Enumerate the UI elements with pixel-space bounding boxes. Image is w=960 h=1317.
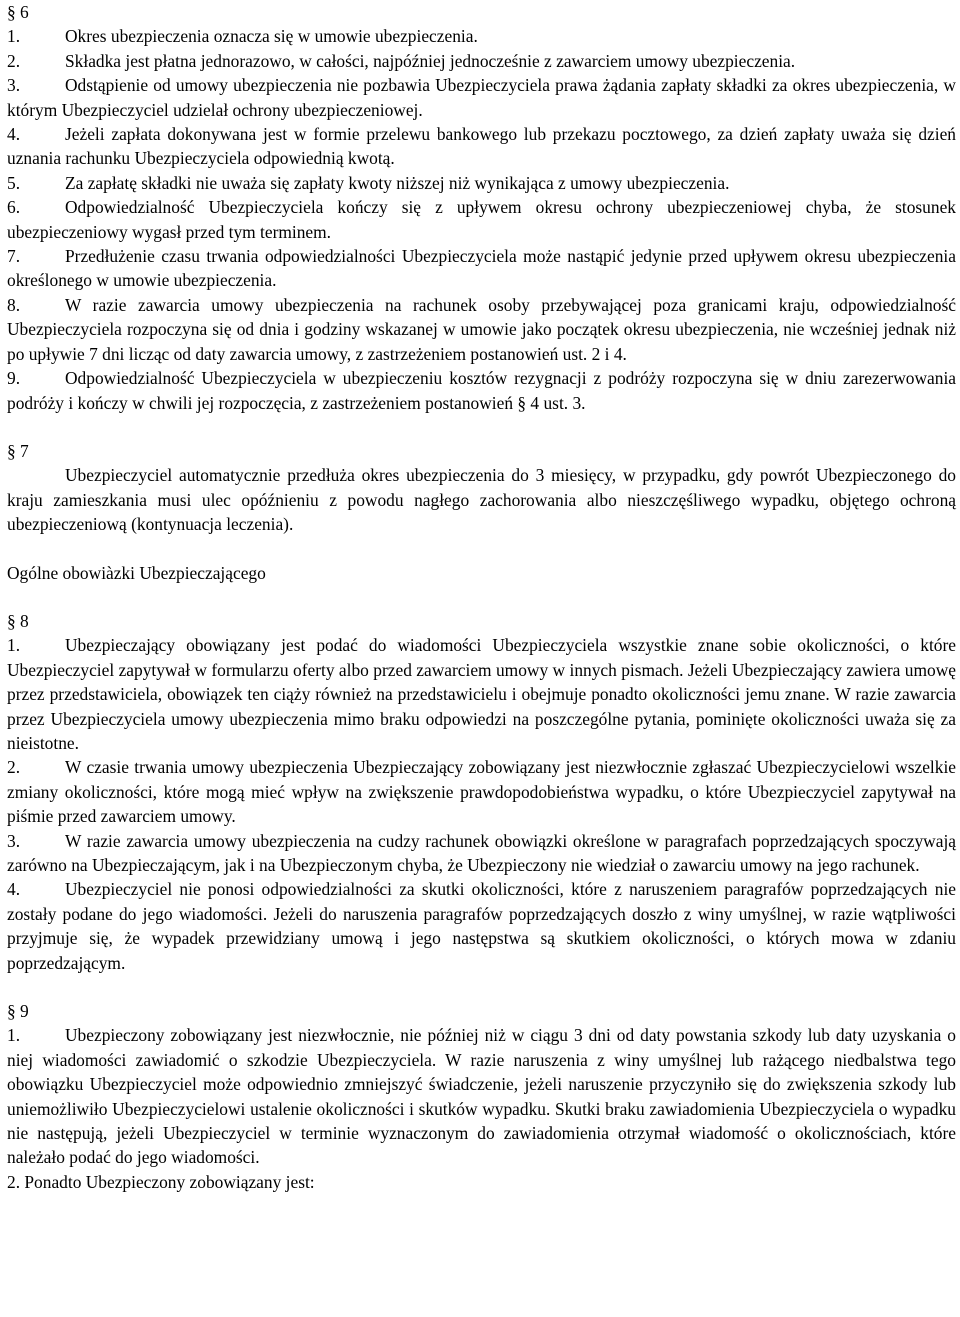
section-heading-8: § 8 [7,610,29,631]
paragraph-6-3: 3. Odstąpienie od umowy ubezpieczenia nie pozbawia Ubezpieczyciela prawa żądania zapłaty składki za okres ubezpieczenia, w którym Ubezpieczyciel udzielał ochrony ubezpieczeniowej. [7,75,956,120]
spacer [7,537,956,561]
paragraph-7: Ubezpieczyciel automatycznie przedłuża okres ubezpieczenia do 3 miesięcy, w przypadku, gdy powrót Ubezpieczonego do kraju zamieszkania musi ulec opóźnieniu z powodu nagłego zachorowania albo nieszczęśliwego wypadku, objętego ochroną ubezpieczeniową (kontynuacja leczenia). [7,465,956,535]
section-heading-6: § 6 [7,2,29,22]
paragraph-6-4: 4. Jeżeli zapłata dokonywana jest w formie przelewu bankowego lub przekazu pocztowego, za dzień zapłaty uważa się dzień uznania rachunku Ubezpieczyciela odpowiednią kwotą. [7,124,956,169]
paragraph-6-9: 9. Odpowiedzialność Ubezpieczyciela w ubezpieczeniu kosztów rezygnacji z podróży rozpoczyna się w dniu zarezerwowania podróży i kończy w chwili jej rozpoczęcia, z zastrzeżeniem postanowień § 4 ust. 3. [7,368,956,413]
paragraph-8-2: 2. W czasie trwania umowy ubezpieczenia Ubezpieczający zobowiązany jest niezwłocznie zgłaszać Ubezpieczycielowi wszelkie zmiany okoliczności, które mogą mieć wpływ na zwiększenie prawdopodobieństwa wypadku, o które Ubezpieczyciel zapytywał na piśmie przed zawarciem umowy. [7,757,956,827]
spacer [7,415,956,439]
paragraph-8-3: 3. W razie zawarcia umowy ubezpieczenia na cudzy rachunek obowiązki określone w paragrafach poprzedzających spoczywają zarówno na Ubezpieczającym, jak i na Ubezpieczonym chyba, że Ubezpieczony nie wiedział o zawarciu umowy na jego rachunek. [7,830,956,875]
spacer [7,975,956,999]
paragraph-6-1: 1. Okres ubezpieczenia oznacza się w umowie ubezpieczenia. [7,26,478,47]
section-heading-9: § 9 [7,1001,29,1022]
paragraph-6-2: 2. Składka jest płatna jednorazowo, w całości, najpóźniej jednocześnie z zawarciem umowy ubezpieczenia. [7,50,796,71]
subtitle-obligations: Ogólne obowiàzki Ubezpieczającego [7,562,266,583]
spacer [7,585,956,609]
paragraph-6-8: 8. W razie zawarcia umowy ubezpieczenia na rachunek osoby przebywającej poza granicami kraju, odpowiedzialność Ubezpieczyciela rozpoczyna się od dnia i godziny wskazanej w umowie jako początek okresu ubezpieczenia, nie wcześniej jednak niż po upływie 7 dni licząc od daty zawarcia umowy, z zastrzeżeniem postanowień ust. 2 i 4. [7,294,956,364]
section-heading-7: § 7 [7,440,29,461]
paragraph-6-5: 5. Za zapłatę składki nie uważa się zapłaty kwoty niższej niż wynikająca z umowy ubezpieczenia. [7,172,730,193]
paragraph-6-6: 6. Odpowiedzialność Ubezpieczyciela kończy się z upływem okresu ochrony ubezpieczeniowej chyba, że stosunek ubezpieczeniowy wygasł przed tym terminem. [7,197,956,242]
paragraph-8-1: 1. Ubezpieczający obowiązany jest podać do wiadomości Ubezpieczyciela wszystkie znane sobie okoliczności, o które Ubezpieczyciel zapytywał w formularzu oferty albo przed zawarciem umowy w innych pismach. Jeżeli Ubezpieczający zawiera umowę przez przedstawiciela, obowiązek ten ciąży również na przedstawicielu i obejmuje ponadto okoliczności jemu znane. W razie zawarcia przez Ubezpieczyciela umowy ubezpieczenia mimo braku odpowiedzi na poszczególne pytania, pominięte okoliczności uważa się za nieistotne. [7,635,956,753]
paragraph-9-2: 2. Ponadto Ubezpieczony zobowiązany jest: [7,1171,315,1192]
paragraph-9-1: 1. Ubezpieczony zobowiązany jest niezwłocznie, nie później niż w ciągu 3 dni od daty powstania szkody lub daty uzyskania o niej wiadomości zawiadomić o szkodzie Ubezpieczyciela. W razie naruszenia z winy umyślnej lub rażącego niedbalstwa tego obowiązku Ubezpieczyciel może odpowiednio zmniejszyć świadczenie, jeżeli naruszenie przyczyniło się do zwiększenia szkody lub uniemożliwiło Ubezpieczycielowi ustalenie okoliczności i skutków wypadku. Skutki braku zawiadomienia Ubezpieczyciela o wypadku nie następują, jeżeli Ubezpieczyciel w terminie wyznaczonym do zawiadomienia otrzymał wiadomość o okolicznościach, które należało podać do jego wiadomości. [7,1025,956,1168]
paragraph-6-7: 7. Przedłużenie czasu trwania odpowiedzialności Ubezpieczyciela może nastąpić jedynie przed upływem okresu ubezpieczenia określonego w umowie ubezpieczenia. [7,246,956,291]
paragraph-8-4: 4. Ubezpieczyciel nie ponosi odpowiedzialności za skutki okoliczności, które z naruszeniem paragrafów poprzedzających nie zostały podane do jego wiadomości. Jeżeli do naruszenia paragrafów poprzedzających doszło z winy umyślnej, w razie wątpliwości przyjmuje się, że wypadek przewidziany umową i jego następstwa są skutkiem okoliczności, o których mowa w zdaniu poprzedzającym. [7,879,956,973]
